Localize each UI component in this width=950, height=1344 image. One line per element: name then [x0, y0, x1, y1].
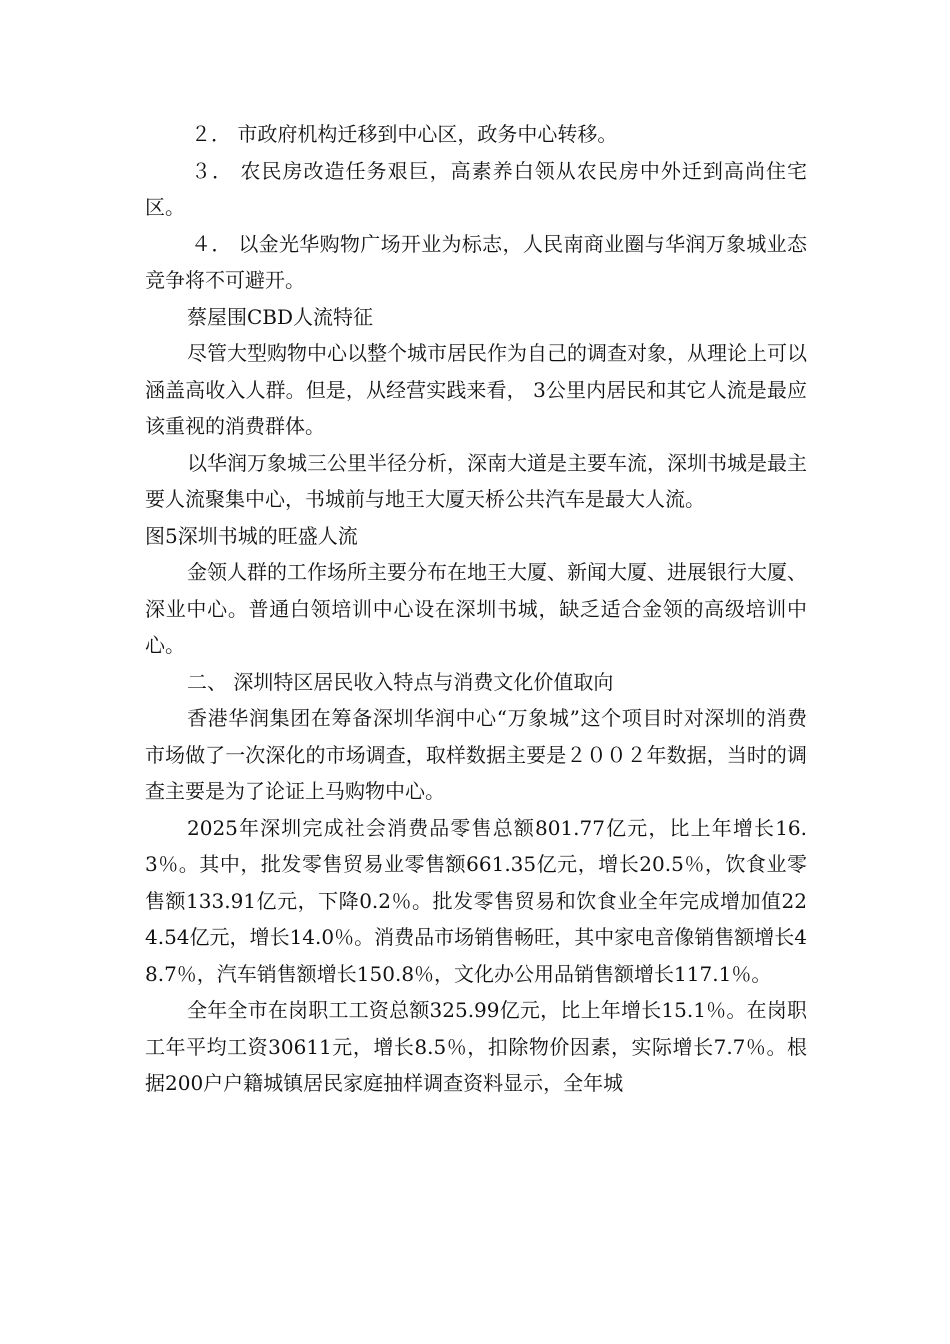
list-item-2: ２． 市政府机构迁移到中心区，政务中心转移。 — [191, 122, 618, 146]
body-paragraph: 全年全市在岗职工工资总额325.99亿元，比上年增长15.1％。在岗职工年平均工资30611元，增长8.5％，扣除物价因素，实际增长7.7％。根据200户户籍城镇居民家庭抽样调查资料显示，全年城 — [145, 998, 807, 1095]
list-item-3: ３． 农民房改造任务艰巨，高素养白领从农民房中外迁到高尚住宅区。 — [145, 158, 807, 219]
body-paragraph: 2025年深圳完成社会消费品零售总额801.77亿元，比上年增长16.3％。其中，批发零售贸易业零售额661.35亿元，增长20.5％，饮食业零售额133.91亿元，下降0.2％。批发零售贸易和饮食业全年完成增加值224.54亿元，增长14.0％。消费品市场销售畅旺，其中家电音像销售额增长48.7％，汽车销售额增长150.8％，文化办公用品销售额增长117.1％。 — [145, 815, 807, 986]
list-item-4: ４． 以金光华购物广场开业为标志，人民南商业圈与华润万象城业态竞争将不可避开。 — [145, 231, 807, 292]
document-body — [145, 116, 807, 1102]
section-heading-cbd: 蔡屋围CBD人流特征 — [187, 304, 374, 329]
body-paragraph: 尽管大型购物中心以整个城市居民作为自己的调查对象，从理论上可以涵盖高收入人群。但是，从经营实践来看， 3公里内居民和其它人流是最应该重视的消费群体。 — [145, 341, 807, 438]
section-heading-income: 二、 深圳特区居民收入特点与消费文化价值取向 — [187, 669, 614, 694]
figure-caption: 图5深圳书城的旺盛人流 — [145, 523, 358, 548]
body-paragraph: 以华润万象城三公里半径分析，深南大道是主要车流，深圳书城是最主要人流聚集中心，书城前与地王大厦天桥公共汽车是最大人流。 — [145, 450, 807, 511]
body-paragraph: 香港华润集团在筹备深圳华润中心“万象城”这个项目时对深圳的消费市场做了一次深化的市场调查，取样数据主要是２００２年数据，当时的调查主要是为了论证上马购物中心。 — [145, 706, 807, 803]
body-paragraph: 金领人群的工作场所主要分布在地王大厦、新闻大厦、进展银行大厦、深业中心。普通白领培训中心设在深圳书城，缺乏适合金领的高级培训中心。 — [145, 560, 807, 657]
